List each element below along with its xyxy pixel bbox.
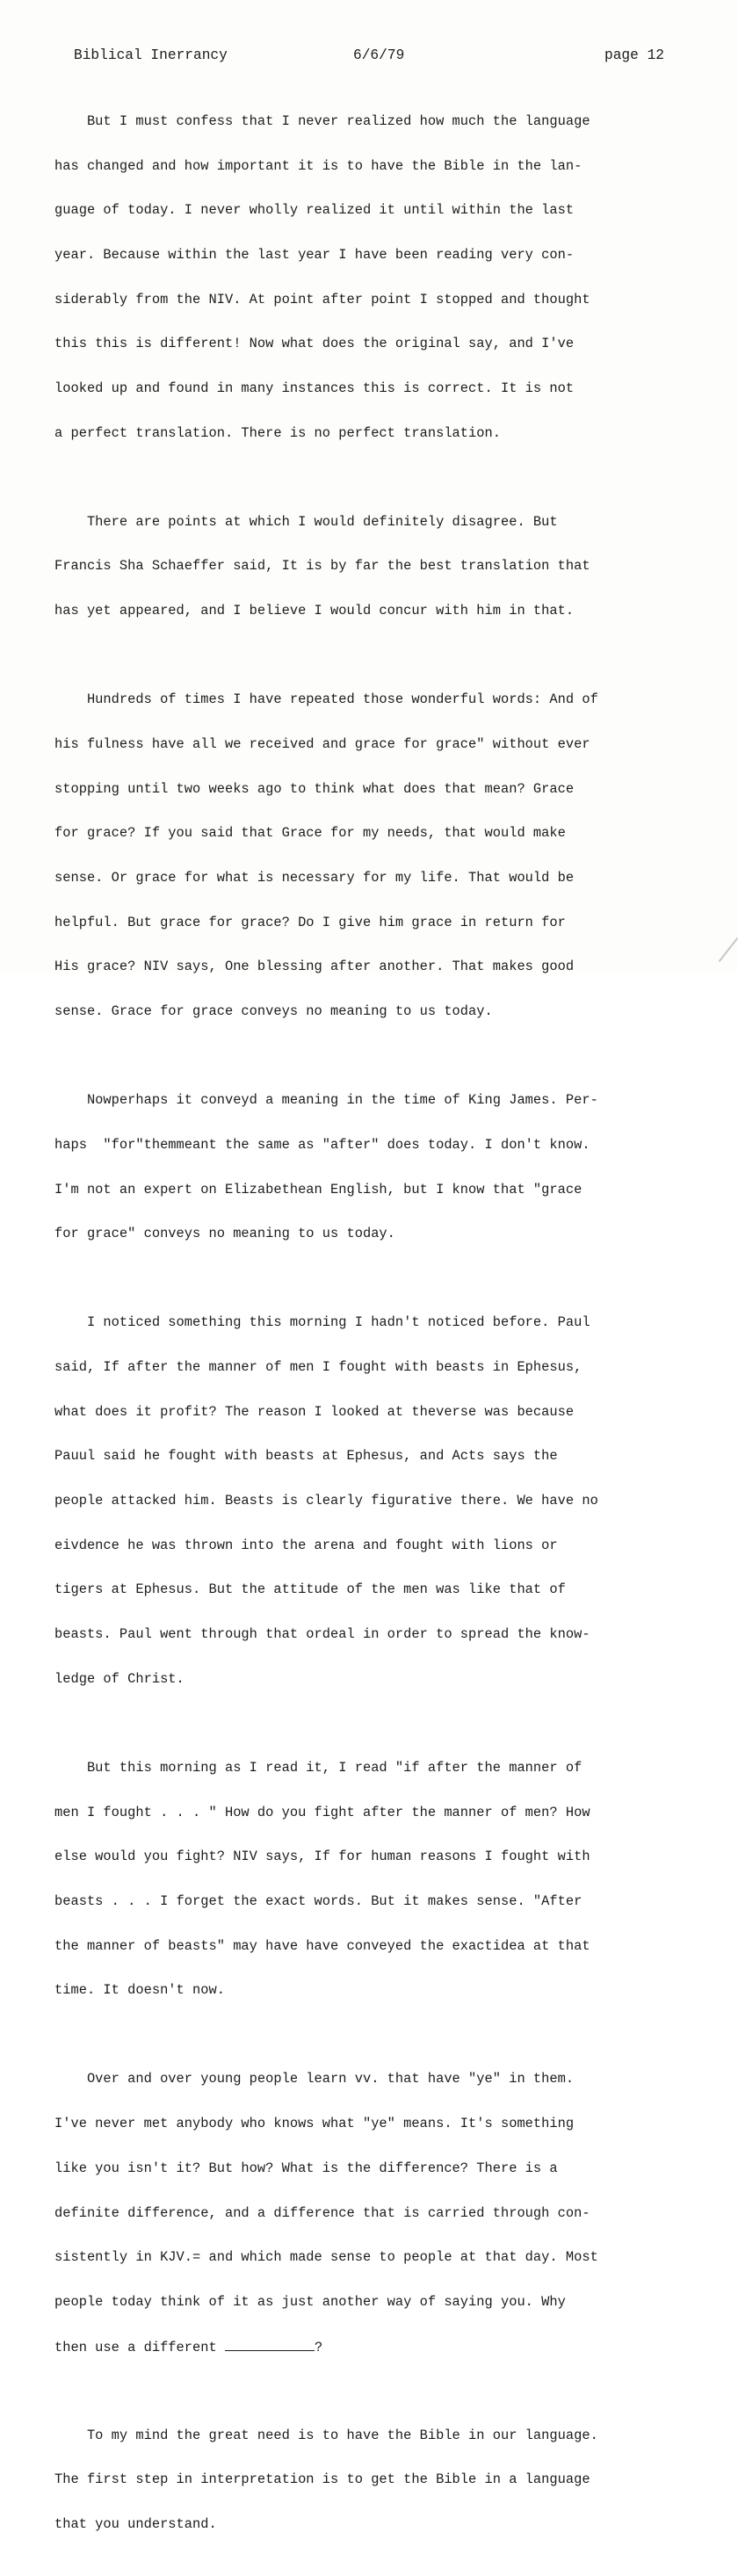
text-line: There are points at which I would definitely disagree. But	[54, 513, 558, 530]
text-line: for grace" conveys no meaning to us today.	[54, 1226, 395, 1242]
paragraph	[54, 1731, 684, 2028]
text-line: I noticed something this morning I hadn't noticed before. Paul	[54, 1314, 590, 1331]
text-line: To my mind the great need is to have the Bible in our language.	[54, 2427, 598, 2443]
text-line: Pauul said he fought with beasts at Ephesus, and Acts says the	[54, 1448, 558, 1465]
text-fragment: ?	[314, 2339, 323, 2355]
text-line: looked up and found in many instances this is correct. It is not	[54, 380, 575, 397]
text-line: I'm not an expert on Elizabethean English, but I know that "grace	[54, 1181, 582, 1198]
scan-mark	[719, 937, 738, 962]
text-line: guage of today. I never wholly realized it until within the last	[54, 202, 575, 219]
text-line-with-blank	[54, 2340, 684, 2355]
text-line: helpful. But grace for grace? Do I give him grace in return for	[54, 914, 566, 930]
text-line: men I fought . . . " How do you fight after the manner of men? How	[54, 1804, 590, 1820]
text-line: stopping until two weeks ago to think what does that mean? Grace	[54, 780, 575, 797]
text-line: people attacked him. Beasts is clearly figurative there. We have no	[54, 1493, 598, 1509]
text-line: has changed and how important it is to have the Bible in the lan-	[54, 157, 582, 174]
text-line: the manner of beasts" may have have conveyed the exactidea at that	[54, 1937, 590, 1954]
text-line: Over and over young people learn vv. that have "ye" in them.	[54, 2071, 575, 2088]
text-line: his fulness have all we received and grace for grace" without ever	[54, 735, 590, 752]
text-line: beasts. Paul went through that ordeal in order to spread the know-	[54, 1626, 590, 1643]
text-line: for grace? If you said that Grace for my needs, that would make	[54, 825, 566, 842]
paragraph	[54, 1063, 684, 1271]
paragraph	[54, 485, 684, 648]
text-line: like you isn't it? But how? What is the difference? There is a	[54, 2160, 558, 2176]
text-line: But I must confess that I never realized how much the language	[54, 112, 590, 129]
paragraph	[54, 84, 684, 470]
text-line: time. It doesn't now.	[54, 1982, 225, 1999]
paragraph	[54, 1285, 684, 1716]
text-line: else would you fight? NIV says, If for human reasons I fought with	[54, 1849, 590, 1865]
page-number: page 12	[604, 47, 664, 63]
text-line: siderably from the NIV. At point after point I stopped and thought	[54, 291, 590, 308]
text-line: year. Because within the last year I have been reading very con-	[54, 246, 575, 263]
text-line: Hundreds of times I have repeated those wonderful words: And of	[54, 691, 598, 708]
text-line: this this is different! Now what does the original say, and I've	[54, 336, 575, 352]
text-line: Francis Sha Schaeffer said, It is by far the best translation that	[54, 558, 590, 575]
text-line: ledge of Christ.	[54, 1670, 184, 1687]
text-line: has yet appeared, and I believe I would concur with him in that.	[54, 603, 575, 619]
document-date: 6/6/79	[353, 47, 405, 63]
text-line: sistently in KJV.= and which made sense to people at that day. Most	[54, 2249, 598, 2266]
text-line: said, If after the manner of men I fought with beasts in Ephesus,	[54, 1358, 582, 1375]
text-line: sense. Or grace for what is necessary for my life. That would be	[54, 869, 575, 886]
paragraph	[54, 2399, 684, 2562]
paragraph	[54, 662, 684, 1048]
text-line: haps "for"themmeant the same as "after" does today. I don't know.	[54, 1136, 590, 1153]
text-line: tigers at Ephesus. But the attitude of the men was like that of	[54, 1581, 566, 1598]
text-line: what does it profit? The reason I looked at theverse was because	[54, 1403, 575, 1420]
text-line: a perfect translation. There is no perfect translation.	[54, 424, 501, 441]
text-line: His grace? NIV says, One blessing after another. That makes good	[54, 959, 575, 975]
text-line: The first step in interpretation is to get the Bible in a language	[54, 2471, 590, 2488]
text-line: that you understand.	[54, 2516, 217, 2533]
document-title: Biblical Inerrancy	[74, 47, 228, 63]
text-line: people today think of it as just another way of saying you. Why	[54, 2293, 566, 2310]
text-line: Nowperhaps it conveyd a meaning in the time of King James. Per-	[54, 1092, 598, 1109]
paragraph	[54, 2043, 684, 2384]
page-header	[74, 46, 664, 65]
text-line: But this morning as I read it, I read "if after the manner of	[54, 1759, 582, 1776]
text-fragment: then use a different	[54, 2339, 225, 2355]
text-line: sense. Grace for grace conveys no meaning to us today.	[54, 1003, 493, 1020]
text-line: I've never met anybody who knows what "ye" means. It's something	[54, 2116, 575, 2132]
text-line: definite difference, and a difference that is carried through con-	[54, 2204, 590, 2221]
fill-in-blank	[225, 2340, 315, 2351]
document-body	[54, 84, 684, 2576]
text-line: beasts . . . I forget the exact words. But it makes sense. "After	[54, 1892, 582, 1909]
text-line: eivdence he was thrown into the arena and fought with lions or	[54, 1537, 558, 1553]
